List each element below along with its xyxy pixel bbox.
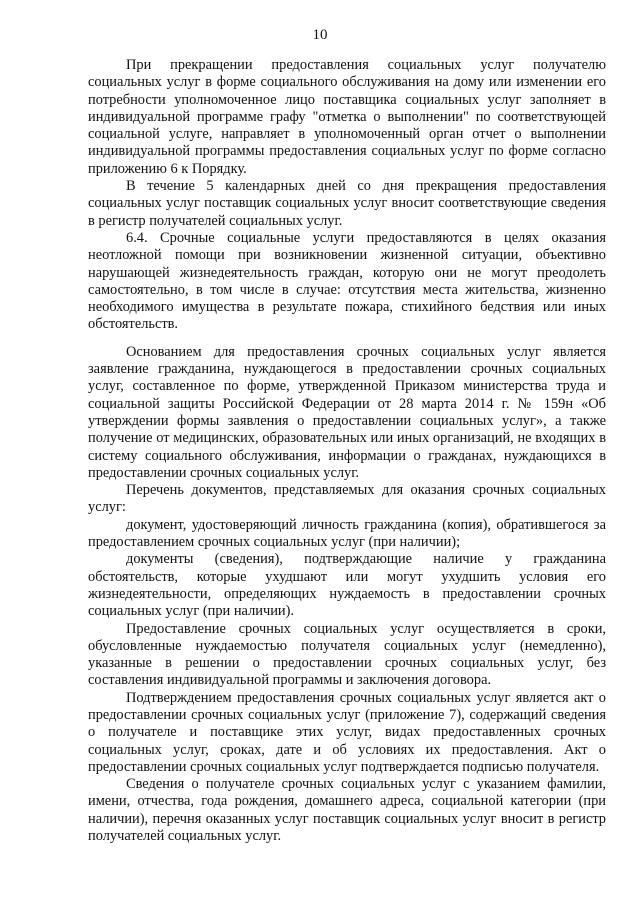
paragraph-urgent-services: 6.4. Срочные социальные услуги предоставляются в целях оказания неотложной помощи при возникновении жизненной ситуации, объективно нарушающей жизнедеятельность граждан, которую они не могут преодолеть самостоятельно, в том числе в случае: отсутствия места жительства, жизненно необходимого имущества в результате пожара, стихийного бедствия или иных обстоятельств. [88,229,606,333]
list-item-identity-document: документ, удостоверяющий личность гражданина (копия), обратившегося за предоставлением срочных социальных услуг (при наличии); [88,516,606,551]
paragraph-confirmation-act: Подтверждением предоставления срочных социальных услуг является акт о предоставлении срочных социальных услуг (приложение 7), содержащий сведения о получателе и поставщике этих услуг, видах предоставленных срочных социальных услуг, сроках, дате и об условиях их предоставления. Акт о предоставлении срочных социальных услуг подтверждается подписью получателя. [88,689,606,775]
document-body [88,57,606,845]
paragraph-provision-terms: Предоставление срочных социальных услуг осуществляется в сроки, обусловленные нуждаемостью получателя социальных услуг (немедленно), указанные в решении о предоставлении срочных социальных услуг, без составления индивидуальной программы и заключения договора. [88,620,606,689]
paragraph-recipient-info: Сведения о получателе срочных социальных услуг с указанием фамилии, имени, отчества, года рождения, домашнего адреса, социальной категории (при наличии), перечня оказанных услуг поставщик социальных услуг вносит в регистр получателей социальных услуг. [88,776,606,845]
page-number: 10 [312,27,328,43]
paragraph-documents-list: Перечень документов, представляемых для оказания срочных социальных услуг: [88,482,606,516]
list-item-circumstances-documents: документы (сведения), подтверждающие наличие у гражданина обстоятельств, которые ухудшают или могут ухудшить условия его жизнедеятельности, определяющих нуждаемость в предоставлении срочных социальных услуг (при наличии). [88,551,606,620]
paragraph-register-entry: В течение 5 календарных дней со дня прекращения предоставления социальных услуг поставщик социальных услуг вносит соответствующие сведения в регистр получателей социальных услуг. [88,178,606,229]
paragraph-termination-report: При прекращении предоставления социальных услуг получателю социальных услуг в форме социального обслуживания на дому или изменении его потребности уполномоченное лицо поставщика социальных услуг заполняет в индивидуальной программе графу "отметка о выполнении" по соответствующей социальной услуге, направляет в уполномоченный орган отчет о выполнении индивидуальной программы предоставления социальных услуг по форме согласно приложению 6 к Порядку. [88,57,606,177]
paragraph-basis: Основанием для предоставления срочных социальных услуг является заявление гражданина, нуждающегося в предоставлении срочных социальных услуг, составленное по форме, утвержденной Приказом министерства труда и социальной защиты Российской Федерации от 28 марта 2014 г. № 159н «Об утверждении формы заявления о предоставлении социальных услуг», а также получение от медицинских, образовательных или иных организаций, не входящих в систему социального обслуживания, информации о гражданах, нуждающихся в предоставлении срочных социальных услуг. [88,343,606,481]
